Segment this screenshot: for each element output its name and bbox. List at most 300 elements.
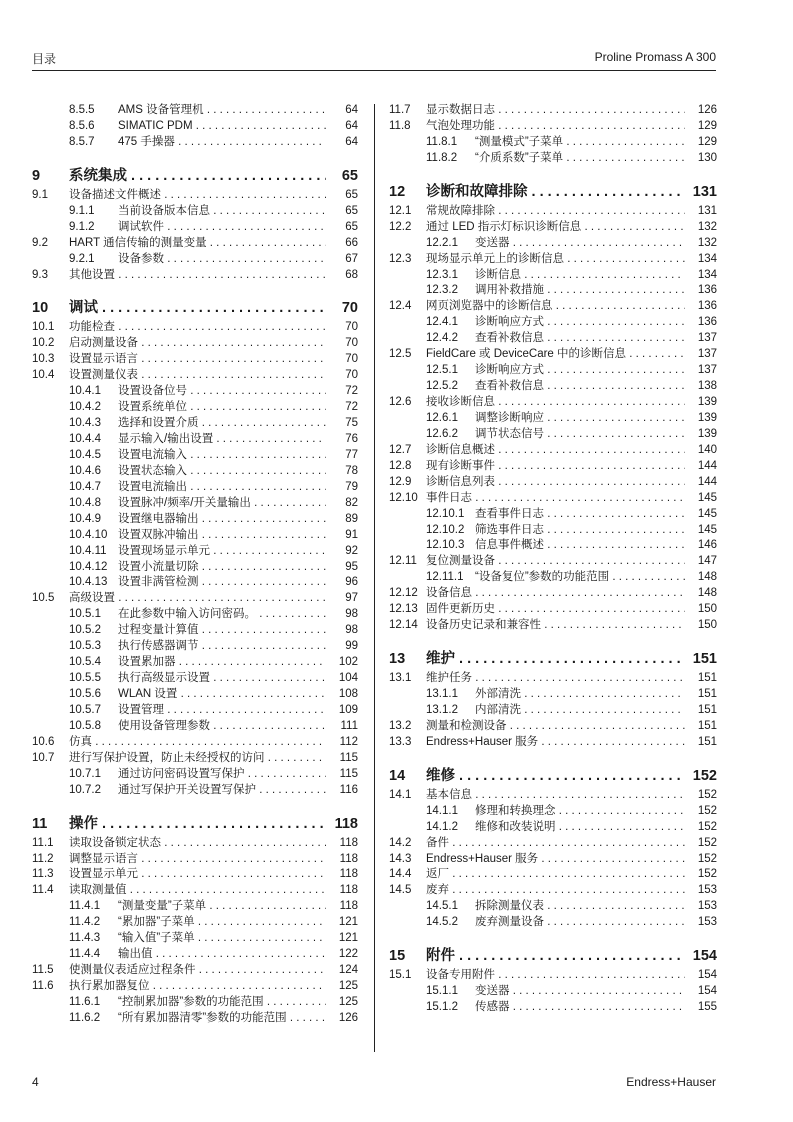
toc-subsection-entry[interactable] — [389, 538, 717, 554]
toc-entry-number: 10.4.5 — [69, 448, 101, 461]
toc-entry-page: 145 — [697, 523, 717, 536]
toc-entry-title: 变送器 . . . — [475, 236, 685, 252]
toc-chapter-entry[interactable] — [32, 296, 358, 320]
toc-entry-number: 10.6 — [32, 735, 55, 748]
toc-entry-title: 设置管理 . . . — [118, 703, 326, 719]
toc-entry-number: 10.4.3 — [69, 417, 101, 430]
toc-section-entry[interactable] — [389, 443, 717, 459]
toc-entry-page: 118 — [339, 868, 358, 881]
toc-section-entry[interactable] — [389, 852, 717, 868]
toc-section-entry[interactable] — [389, 968, 717, 984]
toc-subsection-entry[interactable] — [32, 252, 358, 268]
toc-entry-page: 126 — [338, 1011, 358, 1024]
toc-entry-page: 91 — [345, 528, 358, 541]
toc-entry-number: 13.3 — [389, 735, 412, 748]
toc-section-entry[interactable] — [389, 586, 717, 602]
toc-entry-page: 144 — [697, 459, 717, 472]
toc-entry-number: 10.4 — [32, 369, 55, 382]
toc-entry-page: 92 — [345, 544, 358, 557]
toc-subsection-entry[interactable] — [389, 1000, 717, 1016]
toc-entry-title: “测量变量”子菜单 . . . — [118, 899, 326, 915]
toc-subsection-entry[interactable] — [32, 119, 358, 135]
toc-subsection-entry[interactable] — [389, 687, 717, 703]
toc-entry-title: 测量和检测设备 . . . — [426, 719, 685, 735]
toc-entry-number: 10.4.4 — [69, 433, 101, 445]
toc-entry-page: 72 — [345, 385, 358, 398]
toc-section-entry[interactable] — [32, 336, 358, 352]
toc-entry-page: 67 — [345, 252, 358, 265]
toc-section-entry[interactable] — [32, 979, 358, 995]
toc-entry-number: 10.5.8 — [69, 719, 101, 732]
toc-subsection-entry[interactable] — [389, 331, 717, 347]
toc-entry-title: 常规故障排除 . . . — [426, 204, 685, 220]
toc-entry-title: 设置非满管检测 . . . — [118, 575, 326, 591]
toc-entry-page: 152 — [697, 868, 717, 881]
toc-entry-title: 进行写保护设置，防止未经授权的访问 . . . — [69, 751, 326, 767]
toc-subsection-entry[interactable] — [389, 411, 717, 427]
toc-entry-page: 150 — [697, 619, 717, 632]
toc-subsection-entry[interactable] — [32, 220, 358, 236]
toc-section-entry[interactable] — [32, 735, 358, 751]
toc-entry-title: 设置电流输出 . . . — [118, 480, 326, 496]
toc-section-entry[interactable] — [32, 268, 358, 284]
toc-entry-title: 查看补救信息 . . . — [475, 379, 685, 395]
toc-entry-number: 14.2 — [389, 836, 412, 849]
toc-section-entry[interactable] — [32, 320, 358, 336]
toc-entry-page: 118 — [339, 884, 358, 897]
toc-entry-page: 130 — [697, 151, 717, 164]
toc-entry-page: 121 — [338, 916, 358, 929]
toc-entry-page: 65 — [345, 188, 358, 201]
toc-chapter-entry[interactable] — [32, 812, 358, 836]
toc-entry-number: 9.2.1 — [69, 252, 95, 265]
toc-subsection-entry[interactable] — [32, 719, 358, 735]
toc-entry-title: 操作 . . . — [69, 812, 326, 836]
toc-subsection-entry[interactable] — [32, 135, 358, 151]
toc-entry-number: 15 — [389, 948, 406, 965]
toc-entry-page: 124 — [338, 964, 358, 977]
toc-entry-title: 调整显示语言 . . . — [69, 852, 326, 868]
toc-entry-number: 14.5.1 — [426, 900, 458, 913]
toc-entry-title: 设备参数 . . . — [118, 252, 326, 268]
toc-subsection-entry[interactable] — [32, 464, 358, 480]
toc-subsection-entry[interactable] — [389, 507, 717, 523]
toc-entry-page: 153 — [697, 900, 717, 913]
toc-entry-number: 12.10.3 — [426, 539, 465, 552]
toc-subsection-entry[interactable] — [32, 915, 358, 931]
toc-section-entry[interactable] — [32, 883, 358, 899]
toc-entry-title: 诊断响应方式 . . . — [475, 363, 685, 379]
footer-brand: Endress+Hauser — [626, 1075, 716, 1089]
toc-entry-title: 诊断信息 . . . — [475, 268, 685, 284]
toc-entry-number: 13.2 — [389, 719, 412, 732]
toc-entry-page: 108 — [338, 688, 358, 700]
toc-entry-number: 10.4.1 — [69, 385, 101, 398]
toc-entry-number: 12.7 — [389, 443, 412, 456]
toc-entry-page: 118 — [339, 852, 358, 865]
toc-entry-number: 10.7 — [32, 751, 55, 764]
toc-entry-title: 筛选事件日志 . . . — [475, 523, 685, 539]
toc-entry-number: 14.5 — [389, 884, 412, 897]
toc-subsection-entry[interactable] — [32, 687, 358, 703]
toc-entry-page: 139 — [697, 396, 717, 408]
toc-entry-page: 136 — [697, 316, 717, 329]
toc-entry-page: 75 — [345, 417, 358, 430]
toc-entry-page: 131 — [692, 183, 717, 200]
toc-entry-title: 网页浏览器中的诊断信息 . . . — [426, 299, 685, 315]
toc-entry-number: 12.4.2 — [426, 332, 458, 345]
toc-entry-title: 备件 . . . — [426, 836, 685, 852]
toc-entry-page: 70 — [345, 337, 358, 350]
toc-section-entry[interactable] — [389, 554, 717, 570]
toc-entry-number: 10.4.6 — [69, 464, 101, 477]
toc-entry-number: 10.4.9 — [69, 512, 101, 525]
toc-entry-title: 现场显示单元上的诊断信息 . . . — [426, 252, 685, 268]
toc-section-entry[interactable] — [389, 347, 717, 363]
toc-entry-title: 复位测量设备 . . . — [426, 554, 685, 570]
toc-entry-page: 152 — [692, 767, 717, 784]
toc-entry-title: 系统集成 . . . — [69, 164, 326, 188]
toc-entry-number: 12.6.2 — [426, 427, 458, 440]
toc-entry-page: 148 — [697, 571, 717, 584]
toc-entry-title: 调节状态信号 . . . — [475, 427, 685, 443]
toc-entry-number: 9.1.2 — [69, 220, 95, 233]
toc-entry-page: 151 — [697, 672, 717, 685]
toc-entry-number: 10 — [32, 300, 49, 317]
toc-entry-number: 13.1 — [389, 672, 412, 685]
toc-subsection-entry[interactable] — [32, 899, 358, 915]
toc-entry-page: 125 — [338, 995, 358, 1008]
toc-section-entry[interactable] — [32, 236, 358, 252]
toc-entry-title: 接收诊断信息 . . . — [426, 395, 685, 411]
toc-entry-title: 内部清洗 . . . — [475, 703, 685, 719]
toc-entry-title: Endress+Hauser 服务 . . . — [426, 852, 685, 868]
header-divider — [32, 70, 716, 71]
toc-entry-number: 12.10.1 — [426, 507, 465, 520]
toc-subsection-entry[interactable] — [389, 899, 717, 915]
toc-section-entry[interactable] — [389, 459, 717, 475]
toc-entry-title: 功能检查 . . . — [69, 320, 326, 336]
toc-entry-page: 148 — [697, 587, 717, 600]
toc-entry-number: 10.3 — [32, 353, 55, 366]
toc-section-entry[interactable] — [32, 352, 358, 368]
toc-entry-title: 拆除测量仪表 . . . — [475, 899, 685, 915]
toc-entry-title: 执行传感器调节 . . . — [118, 639, 326, 655]
toc-entry-number: 9 — [32, 167, 41, 184]
toc-section-entry[interactable] — [32, 963, 358, 979]
toc-entry-number: 10.7.1 — [69, 767, 101, 780]
toc-subsection-entry[interactable] — [389, 379, 717, 395]
toc-section-entry[interactable] — [389, 220, 717, 236]
toc-entry-number: 10.2 — [32, 337, 55, 350]
toc-subsection-entry[interactable] — [389, 427, 717, 443]
toc-entry-number: 10.4.2 — [69, 401, 101, 414]
toc-entry-page: 65 — [341, 167, 358, 184]
toc-entry-title: 维修和改装说明 . . . — [475, 820, 685, 836]
toc-section-entry[interactable] — [389, 119, 717, 135]
toc-subsection-entry[interactable] — [389, 804, 717, 820]
toc-subsection-entry[interactable] — [389, 984, 717, 1000]
toc-section-entry[interactable] — [32, 751, 358, 767]
toc-entry-page: 140 — [697, 443, 717, 456]
toc-subsection-entry[interactable] — [32, 416, 358, 432]
toc-entry-page: 146 — [697, 539, 717, 552]
toc-entry-title: 其他设置 . . . — [69, 268, 326, 284]
toc-right-column — [389, 103, 717, 1016]
toc-entry-title: 设置显示语言 . . . — [69, 352, 326, 368]
toc-subsection-entry[interactable] — [389, 820, 717, 836]
toc-entry-number: 10.5.5 — [69, 672, 101, 685]
toc-section-entry[interactable] — [389, 671, 717, 687]
toc-section-entry[interactable] — [32, 188, 358, 204]
toc-section-entry[interactable] — [32, 836, 358, 852]
toc-entry-title: 475 手操器 . . . — [118, 135, 326, 151]
toc-chapter-entry[interactable] — [389, 180, 717, 204]
toc-entry-number: 11.6.2 — [69, 1011, 101, 1024]
toc-section-entry[interactable] — [389, 395, 717, 411]
toc-entry-number: 11.6 — [32, 980, 54, 992]
toc-section-entry[interactable] — [32, 867, 358, 883]
toc-subsection-entry[interactable] — [32, 544, 358, 560]
toc-entry-title: 高级设置 . . . — [69, 591, 326, 607]
toc-subsection-entry[interactable] — [32, 400, 358, 416]
toc-chapter-entry[interactable] — [32, 164, 358, 188]
toc-entry-page: 147 — [697, 555, 717, 568]
toc-section-entry[interactable] — [389, 602, 717, 618]
toc-section-entry[interactable] — [389, 867, 717, 883]
toc-entry-title: 使测量仪表适应过程条件 . . . — [69, 963, 326, 979]
toc-subsection-entry[interactable] — [389, 268, 717, 284]
toc-entry-number: 8.5.7 — [69, 135, 95, 148]
toc-subsection-entry[interactable] — [32, 528, 358, 544]
toc-subsection-entry[interactable] — [32, 639, 358, 655]
toc-entry-title: 现有诊断事件 . . . — [426, 459, 685, 475]
toc-subsection-entry[interactable] — [32, 103, 358, 119]
toc-entry-page: 65 — [345, 220, 358, 233]
toc-subsection-entry[interactable] — [389, 283, 717, 299]
toc-subsection-entry[interactable] — [32, 560, 358, 576]
toc-entry-page: 115 — [339, 767, 358, 780]
toc-section-entry[interactable] — [32, 852, 358, 868]
toc-section-entry[interactable] — [389, 735, 717, 751]
toc-subsection-entry[interactable] — [32, 575, 358, 591]
toc-section-entry[interactable] — [32, 368, 358, 384]
toc-subsection-entry[interactable] — [389, 236, 717, 252]
toc-section-entry[interactable] — [389, 618, 717, 634]
toc-entry-title: 读取测量值 . . . — [69, 883, 326, 899]
toc-entry-number: 10.1 — [32, 321, 55, 334]
toc-subsection-entry[interactable] — [32, 448, 358, 464]
toc-entry-page: 151 — [692, 651, 717, 668]
toc-entry-title: 执行高级显示设置 . . . — [118, 671, 326, 687]
toc-entry-number: 11.4.2 — [69, 916, 101, 929]
toc-entry-title: 气泡处理功能 . . . — [426, 119, 685, 135]
toc-entry-page: 64 — [345, 104, 358, 116]
toc-subsection-entry[interactable] — [32, 607, 358, 623]
toc-entry-number: 11.8.2 — [426, 151, 458, 164]
toc-entry-title: 废弃测量设备 . . . — [475, 915, 685, 931]
toc-entry-page: 132 — [697, 236, 717, 249]
toc-subsection-entry[interactable] — [32, 767, 358, 783]
toc-entry-number: 11.8.1 — [426, 135, 458, 148]
toc-entry-title: 设置现场显示单元 . . . — [118, 544, 326, 560]
toc-entry-number: 11.4.4 — [69, 948, 101, 961]
toc-entry-page: 104 — [338, 672, 358, 685]
toc-entry-number: 14.3 — [389, 852, 412, 865]
toc-entry-page: 122 — [338, 948, 358, 961]
toc-entry-title: 设置脉冲/频率/开关量输出 . . . — [118, 496, 326, 512]
toc-section-entry[interactable] — [389, 719, 717, 735]
toc-entry-number: 10.5.3 — [69, 640, 101, 653]
toc-section-entry[interactable] — [389, 788, 717, 804]
toc-entry-page: 134 — [697, 252, 717, 265]
toc-subsection-entry[interactable] — [32, 496, 358, 512]
toc-entry-title: 返厂 . . . — [426, 867, 685, 883]
toc-entry-number: 12.6.1 — [426, 411, 458, 424]
toc-subsection-entry[interactable] — [32, 947, 358, 963]
toc-entry-page: 97 — [345, 592, 358, 605]
toc-chapter-entry[interactable] — [389, 944, 717, 968]
toc-entry-number: 11.1 — [32, 836, 54, 849]
toc-entry-page: 118 — [339, 836, 358, 849]
toc-subsection-entry[interactable] — [32, 512, 358, 528]
toc-subsection-entry[interactable] — [32, 480, 358, 496]
toc-entry-number: 12.2.1 — [426, 236, 458, 249]
toc-entry-page: 154 — [692, 948, 717, 965]
toc-entry-number: 12.10.2 — [426, 523, 465, 536]
toc-subsection-entry[interactable] — [32, 783, 358, 799]
toc-entry-number: 11.4 — [32, 884, 54, 897]
toc-entry-page: 102 — [338, 656, 358, 669]
toc-subsection-entry[interactable] — [32, 671, 358, 687]
toc-entry-number: 13.1.1 — [426, 688, 458, 700]
toc-entry-title: 设置设备位号 . . . — [118, 384, 326, 400]
toc-entry-page: 118 — [339, 900, 358, 913]
toc-section-entry[interactable] — [389, 475, 717, 491]
toc-section-entry[interactable] — [389, 836, 717, 852]
toc-section-entry[interactable] — [32, 591, 358, 607]
toc-entry-number: 9.2 — [32, 236, 48, 249]
toc-entry-page: 154 — [697, 985, 717, 998]
header-product-name: Proline Promass A 300 — [594, 50, 716, 64]
toc-entry-number: 10.5.2 — [69, 624, 101, 637]
toc-entry-title: Endress+Hauser 服务 . . . — [426, 735, 685, 751]
toc-entry-title: “累加器”子菜单 . . . — [118, 915, 326, 931]
toc-entry-title: HART 通信传输的测量变量 . . . — [69, 236, 326, 252]
toc-entry-title: 变送器 . . . — [475, 984, 685, 1000]
toc-entry-number: 10.5.7 — [69, 703, 101, 716]
toc-entry-title: 设置测量仪表 . . . — [69, 368, 326, 384]
toc-entry-page: 121 — [338, 932, 358, 945]
toc-section-entry[interactable] — [389, 883, 717, 899]
toc-section-entry[interactable] — [389, 252, 717, 268]
toc-subsection-entry[interactable] — [389, 523, 717, 539]
toc-entry-number: 10.4.8 — [69, 496, 101, 509]
toc-entry-number: 8.5.5 — [69, 104, 95, 116]
toc-entry-page: 70 — [345, 353, 358, 366]
toc-subsection-entry[interactable] — [389, 915, 717, 931]
toc-entry-number: 10.5 — [32, 592, 55, 605]
toc-entry-page: 138 — [697, 380, 717, 393]
toc-subsection-entry[interactable] — [389, 315, 717, 331]
toc-entry-title: 设置累加器 . . . — [118, 655, 326, 671]
toc-entry-title: “介质系数”子菜单 . . . — [475, 151, 685, 167]
toc-entry-number: 10.5.6 — [69, 688, 101, 700]
toc-chapter-entry[interactable] — [389, 764, 717, 788]
toc-entry-title: 通过写保护开关设置写保护 . . . — [118, 783, 326, 799]
toc-entry-page: 125 — [338, 980, 358, 992]
toc-subsection-entry[interactable] — [32, 655, 358, 671]
toc-entry-page: 112 — [339, 735, 358, 748]
toc-entry-title: 显示输入/输出设置 . . . — [118, 432, 326, 448]
toc-entry-number: 12 — [389, 183, 406, 200]
toc-entry-number: 10.5.4 — [69, 656, 101, 669]
toc-entry-number: 10.5.1 — [69, 608, 101, 621]
toc-entry-title: “控制累加器”参数的功能范围 . . . — [118, 995, 326, 1011]
toc-chapter-entry[interactable] — [389, 647, 717, 671]
toc-entry-title: 修理和转换理念 . . . — [475, 804, 685, 820]
toc-subsection-entry[interactable] — [389, 570, 717, 586]
toc-subsection-entry[interactable] — [32, 703, 358, 719]
toc-entry-number: 14.4 — [389, 868, 412, 881]
toc-section-entry[interactable] — [389, 103, 717, 119]
toc-entry-page: 137 — [697, 364, 717, 377]
toc-entry-page: 151 — [697, 703, 717, 716]
toc-entry-number: 11.8 — [389, 119, 411, 132]
toc-entry-number: 14 — [389, 767, 406, 784]
toc-entry-title: 调整诊断响应 . . . — [475, 411, 685, 427]
toc-subsection-entry[interactable] — [389, 363, 717, 379]
toc-subsection-entry[interactable] — [32, 931, 358, 947]
toc-entry-title: 通过访问密码设置写保护 . . . — [118, 767, 326, 783]
toc-entry-title: SIMATIC PDM . . . — [118, 119, 326, 135]
toc-entry-number: 12.2 — [389, 220, 412, 233]
toc-subsection-entry[interactable] — [389, 151, 717, 167]
toc-section-entry[interactable] — [389, 299, 717, 315]
toc-entry-page: 152 — [697, 788, 717, 801]
toc-entry-title: WLAN 设置 . . . — [118, 687, 326, 703]
toc-entry-page: 65 — [345, 204, 358, 217]
toc-subsection-entry[interactable] — [32, 384, 358, 400]
toc-entry-title: 设备描述文件概述 . . . — [69, 188, 326, 204]
toc-entry-number: 12.9 — [389, 475, 412, 488]
toc-entry-number: 15.1.2 — [426, 1001, 458, 1014]
toc-section-entry[interactable] — [389, 204, 717, 220]
toc-left-column — [32, 103, 358, 1027]
toc-entry-page: 144 — [697, 475, 717, 488]
toc-subsection-entry[interactable] — [389, 135, 717, 151]
toc-subsection-entry[interactable] — [32, 1011, 358, 1027]
toc-entry-page: 151 — [697, 719, 717, 732]
toc-entry-page: 77 — [345, 448, 358, 461]
toc-subsection-entry[interactable] — [32, 623, 358, 639]
toc-subsection-entry[interactable] — [32, 995, 358, 1011]
toc-entry-page: 109 — [338, 703, 358, 716]
toc-entry-title: 输出值 . . . — [118, 947, 326, 963]
toc-entry-page: 126 — [697, 104, 717, 116]
toc-entry-title: 执行累加器复位 . . . — [69, 979, 326, 995]
toc-section-entry[interactable] — [389, 491, 717, 507]
toc-entry-page: 76 — [345, 433, 358, 445]
toc-subsection-entry[interactable] — [32, 432, 358, 448]
toc-subsection-entry[interactable] — [32, 204, 358, 220]
toc-entry-number: 12.8 — [389, 459, 412, 472]
toc-entry-title: 调试软件 . . . — [118, 220, 326, 236]
toc-entry-page: 118 — [334, 815, 358, 832]
toc-entry-title: 设置系统单位 . . . — [118, 400, 326, 416]
toc-entry-page: 82 — [345, 496, 358, 509]
toc-subsection-entry[interactable] — [389, 703, 717, 719]
